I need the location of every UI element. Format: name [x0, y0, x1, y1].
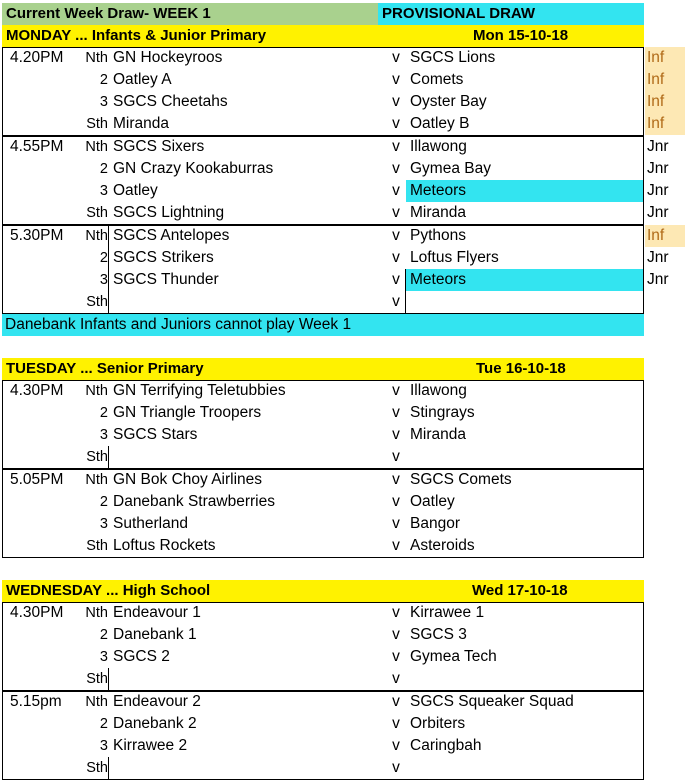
field-label: 3: [99, 183, 108, 199]
field-label: 2: [99, 716, 108, 732]
field-label: Sth: [86, 205, 108, 221]
away-team: [406, 291, 644, 313]
home-team: Loftus Rockets: [113, 537, 216, 554]
home-team: GN Bok Choy Airlines: [113, 471, 263, 488]
home-team: Oatley: [113, 182, 158, 199]
field-label: Sth: [86, 671, 108, 687]
field-label: 2: [99, 627, 108, 643]
table-row: [0, 136, 685, 158]
home-team: GN Crazy Kookaburras: [113, 160, 274, 177]
slot-time: 5.05PM: [10, 471, 64, 488]
day-date: Mon 15-10-18: [473, 27, 569, 44]
versus: v: [392, 204, 400, 221]
table-row: [0, 624, 685, 646]
field-label: 2: [99, 405, 108, 421]
away-team: Comets: [410, 71, 464, 88]
versus: v: [392, 715, 400, 732]
away-team: Kirrawee 1: [410, 604, 485, 621]
field-label: Sth: [86, 294, 108, 310]
home-team: Danebank 2: [113, 715, 197, 732]
away-team: Stingrays: [410, 404, 475, 421]
versus: v: [392, 737, 400, 754]
away-team: Meteors: [406, 180, 644, 202]
day-date: Tue 16-10-18: [476, 360, 566, 377]
table-row: [0, 491, 685, 513]
day-heading: MONDAY ... Infants & Junior Primary: [6, 27, 267, 44]
table-row: [0, 646, 685, 668]
table-row: [0, 469, 685, 491]
field-label: Sth: [86, 538, 108, 554]
versus: v: [392, 404, 400, 421]
versus: v: [392, 493, 400, 510]
versus: v: [392, 648, 400, 665]
table-row: [0, 247, 685, 269]
table-row: [0, 402, 685, 424]
field-label: Nth: [85, 694, 108, 710]
day-heading: TUESDAY ... Senior Primary: [6, 360, 204, 377]
table-row: [0, 180, 685, 202]
home-team: SGCS Lightning: [113, 204, 225, 221]
field-label: Nth: [85, 605, 108, 621]
away-team: Caringbah: [410, 737, 482, 754]
versus: v: [392, 670, 400, 687]
away-team: Miranda: [410, 204, 466, 221]
table-row: [0, 91, 685, 113]
field-label: Nth: [85, 472, 108, 488]
table-row: [0, 380, 685, 402]
home-team: SGCS Thunder: [113, 271, 219, 288]
slot-time: 4.55PM: [10, 138, 64, 155]
home-team: SGCS 2: [113, 648, 170, 665]
field-label: Nth: [85, 50, 108, 66]
division-badge: Jnr: [647, 249, 669, 266]
versus: v: [392, 626, 400, 643]
field-label: 2: [99, 494, 108, 510]
table-row: [0, 202, 685, 224]
versus: v: [392, 249, 400, 266]
field-label: 3: [99, 649, 108, 665]
versus: v: [392, 759, 400, 776]
versus: v: [392, 71, 400, 88]
versus: v: [392, 138, 400, 155]
sheet-title: Current Week Draw- WEEK 1: [2, 3, 378, 25]
field-label: 2: [99, 161, 108, 177]
table-row: [0, 225, 685, 247]
away-team: Illawong: [410, 382, 467, 399]
away-team: Oatley: [410, 493, 455, 510]
day-date: Wed 17-10-18: [472, 582, 568, 599]
slot-time: 4.20PM: [10, 49, 64, 66]
table-row: [0, 735, 685, 757]
table-row: [0, 602, 685, 624]
home-team: GN Triangle Troopers: [113, 404, 262, 421]
away-team: SGCS Comets: [410, 471, 512, 488]
table-row: [0, 446, 685, 468]
home-team: Danebank Strawberries: [113, 493, 275, 510]
day-heading: WEDNESDAY ... High School: [6, 582, 211, 599]
away-team: Illawong: [410, 138, 467, 155]
slot-time: 5.15pm: [10, 693, 62, 710]
home-team: [113, 668, 383, 690]
away-team: Bangor: [410, 515, 460, 532]
table-row: [0, 291, 685, 313]
table-row: [0, 269, 685, 291]
field-label: 3: [99, 272, 108, 288]
versus: v: [392, 115, 400, 132]
away-team: SGCS 3: [410, 626, 467, 643]
field-label: Nth: [85, 228, 108, 244]
field-label: Sth: [86, 449, 108, 465]
home-team: Sutherland: [113, 515, 188, 532]
versus: v: [392, 182, 400, 199]
division-badge: Jnr: [647, 271, 669, 288]
field-label: 2: [99, 72, 108, 88]
versus: v: [392, 382, 400, 399]
away-team: [406, 446, 644, 468]
field-label: Nth: [85, 383, 108, 399]
away-team: Pythons: [410, 227, 467, 244]
versus: v: [392, 227, 400, 244]
home-team: Endeavour 2: [113, 693, 201, 710]
versus: v: [392, 49, 400, 66]
field-label: Sth: [86, 116, 108, 132]
away-team: Gymea Bay: [410, 160, 491, 177]
table-row: [0, 113, 685, 135]
away-team: [406, 757, 644, 779]
versus: v: [392, 426, 400, 443]
home-team: Oatley A: [113, 71, 172, 88]
table-row: [0, 158, 685, 180]
division-badge: Inf: [645, 47, 685, 69]
division-badge: Jnr: [647, 182, 669, 199]
versus: v: [392, 93, 400, 110]
slot-time: 4.30PM: [10, 382, 64, 399]
day-header-tuesday: [2, 358, 644, 380]
division-badge: Inf: [645, 113, 685, 135]
day-header-monday: [2, 25, 644, 47]
table-row: [0, 757, 685, 779]
versus: v: [392, 693, 400, 710]
home-team: [113, 446, 383, 468]
day-header-wednesday: [2, 580, 644, 602]
versus: v: [392, 448, 400, 465]
division-badge: Inf: [645, 91, 685, 113]
away-team: Meteors: [406, 269, 644, 291]
versus: v: [392, 515, 400, 532]
versus: v: [392, 293, 400, 310]
field-label: 3: [99, 94, 108, 110]
table-row: [0, 713, 685, 735]
away-team: Miranda: [410, 426, 466, 443]
home-team: [113, 757, 383, 779]
field-label: 2: [99, 250, 108, 266]
field-label: 3: [99, 738, 108, 754]
field-label: Nth: [85, 139, 108, 155]
home-team: Endeavour 1: [113, 604, 201, 621]
versus: v: [392, 160, 400, 177]
away-team: Orbiters: [410, 715, 466, 732]
table-row: [0, 424, 685, 446]
away-team: SGCS Squeaker Squad: [410, 693, 574, 710]
home-team: SGCS Sixers: [113, 138, 205, 155]
table-row: [0, 691, 685, 713]
provisional-label: PROVISIONAL DRAW: [378, 3, 644, 25]
away-team: [406, 668, 644, 690]
field-label: Sth: [86, 760, 108, 776]
table-row: [0, 535, 685, 557]
slot-time: 4.30PM: [10, 604, 64, 621]
home-team: GN Terrifying Teletubbies: [113, 382, 286, 399]
home-team: [113, 291, 383, 313]
division-badge: Jnr: [647, 204, 669, 221]
away-team: Gymea Tech: [410, 648, 497, 665]
field-label: 3: [99, 516, 108, 532]
versus: v: [392, 471, 400, 488]
division-badge: Jnr: [647, 138, 669, 155]
home-team: SGCS Antelopes: [113, 227, 230, 244]
division-badge: Jnr: [647, 160, 669, 177]
home-team: SGCS Strikers: [113, 249, 214, 266]
home-team: Kirrawee 2: [113, 737, 188, 754]
versus: v: [392, 604, 400, 621]
away-team: Oatley B: [410, 115, 470, 132]
table-row: [0, 47, 685, 69]
home-team: GN Hockeyroos: [113, 49, 223, 66]
monday-note: Danebank Infants and Juniors cannot play Week 1: [2, 314, 644, 336]
home-team: Miranda: [113, 115, 169, 132]
home-team: SGCS Stars: [113, 426, 198, 443]
home-team: Danebank 1: [113, 626, 197, 643]
versus: v: [392, 271, 400, 288]
table-row: [0, 513, 685, 535]
away-team: SGCS Lions: [410, 49, 496, 66]
home-team: SGCS Cheetahs: [113, 93, 228, 110]
slot-time: 5.30PM: [10, 227, 64, 244]
versus: v: [392, 537, 400, 554]
away-team: Asteroids: [410, 537, 475, 554]
table-row: [0, 668, 685, 690]
away-team: Oyster Bay: [410, 93, 487, 110]
division-badge: [645, 291, 685, 313]
table-row: [0, 69, 685, 91]
division-badge: Inf: [645, 225, 685, 247]
field-label: 3: [99, 427, 108, 443]
away-team: Loftus Flyers: [410, 249, 499, 266]
division-badge: Inf: [645, 69, 685, 91]
